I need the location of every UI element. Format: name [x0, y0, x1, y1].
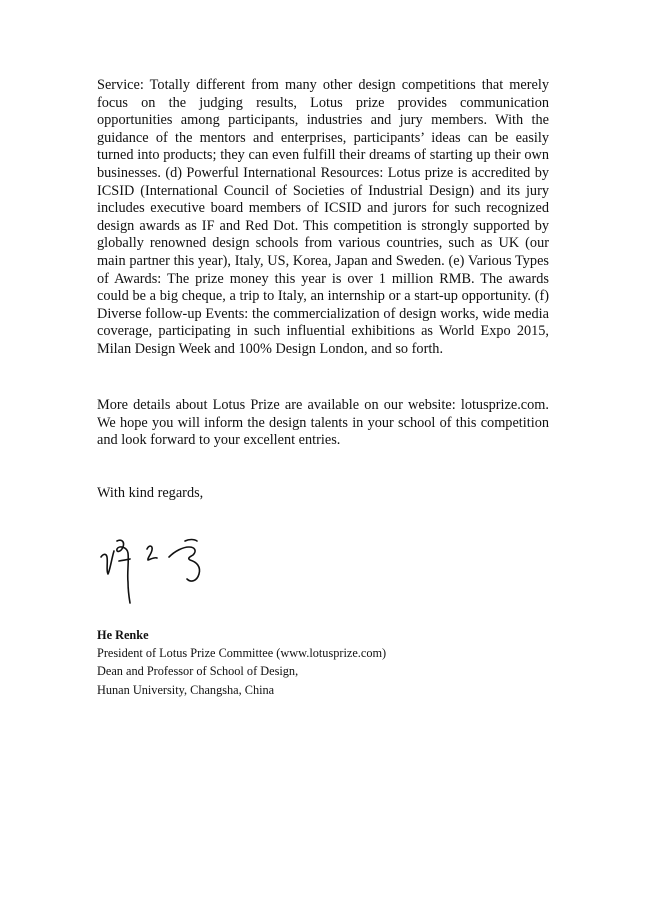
- handwritten-signature: [97, 527, 217, 607]
- signatory-title-line-3: Hunan University, Changsha, China: [97, 682, 275, 697]
- signatory-title-line-2: Dean and Professor of School of Design,: [97, 664, 299, 679]
- signatory-title-line-1: President of Lotus Prize Committee (www.lotusprize.com): [97, 646, 387, 661]
- body-paragraph-2: More details about Lotus Prize are available on our website: lotusprize.com. We hope you will inform the design talents in your school of this competition and look forward to your excellent entries.: [97, 397, 549, 449]
- signatory-name: He Renke: [97, 628, 149, 642]
- closing-salutation: With kind regards,: [97, 485, 204, 501]
- body-paragraph-1: Service: Totally different from many other design competitions that merely focus on the judging results, Lotus prize provides communication opportunities among participants, industries and jury members. With the guidance of the mentors and enterprises, participants’ ideas can be easily turned into products; they can even fulfill their dreams of starting up their own businesses. (d) Powerful International Resources: Lotus prize is accredited by ICSID (International Council of Societies of Industrial Design) and its jury includes executive board members of ICSID and jurors for such recognized design awards as IF and Red Dot. This competition is strongly supported by globally renowned design schools from various countries, such as UK (our main partner this year), Italy, US, Korea, Japan and Sweden. (e) Various Types of Awards: The prize money this year is over 1 million RMB. The awards could be a big cheque, a trip to Italy, an internship or a start-up opportunity. (f) Diverse follow-up Events: the commercialization of design works, wide media coverage, participating in such influential exhibitions as World Expo 2015, Milan Design Week and 100% Design London, and so forth.: [97, 77, 549, 357]
- signature-block: [97, 626, 386, 699]
